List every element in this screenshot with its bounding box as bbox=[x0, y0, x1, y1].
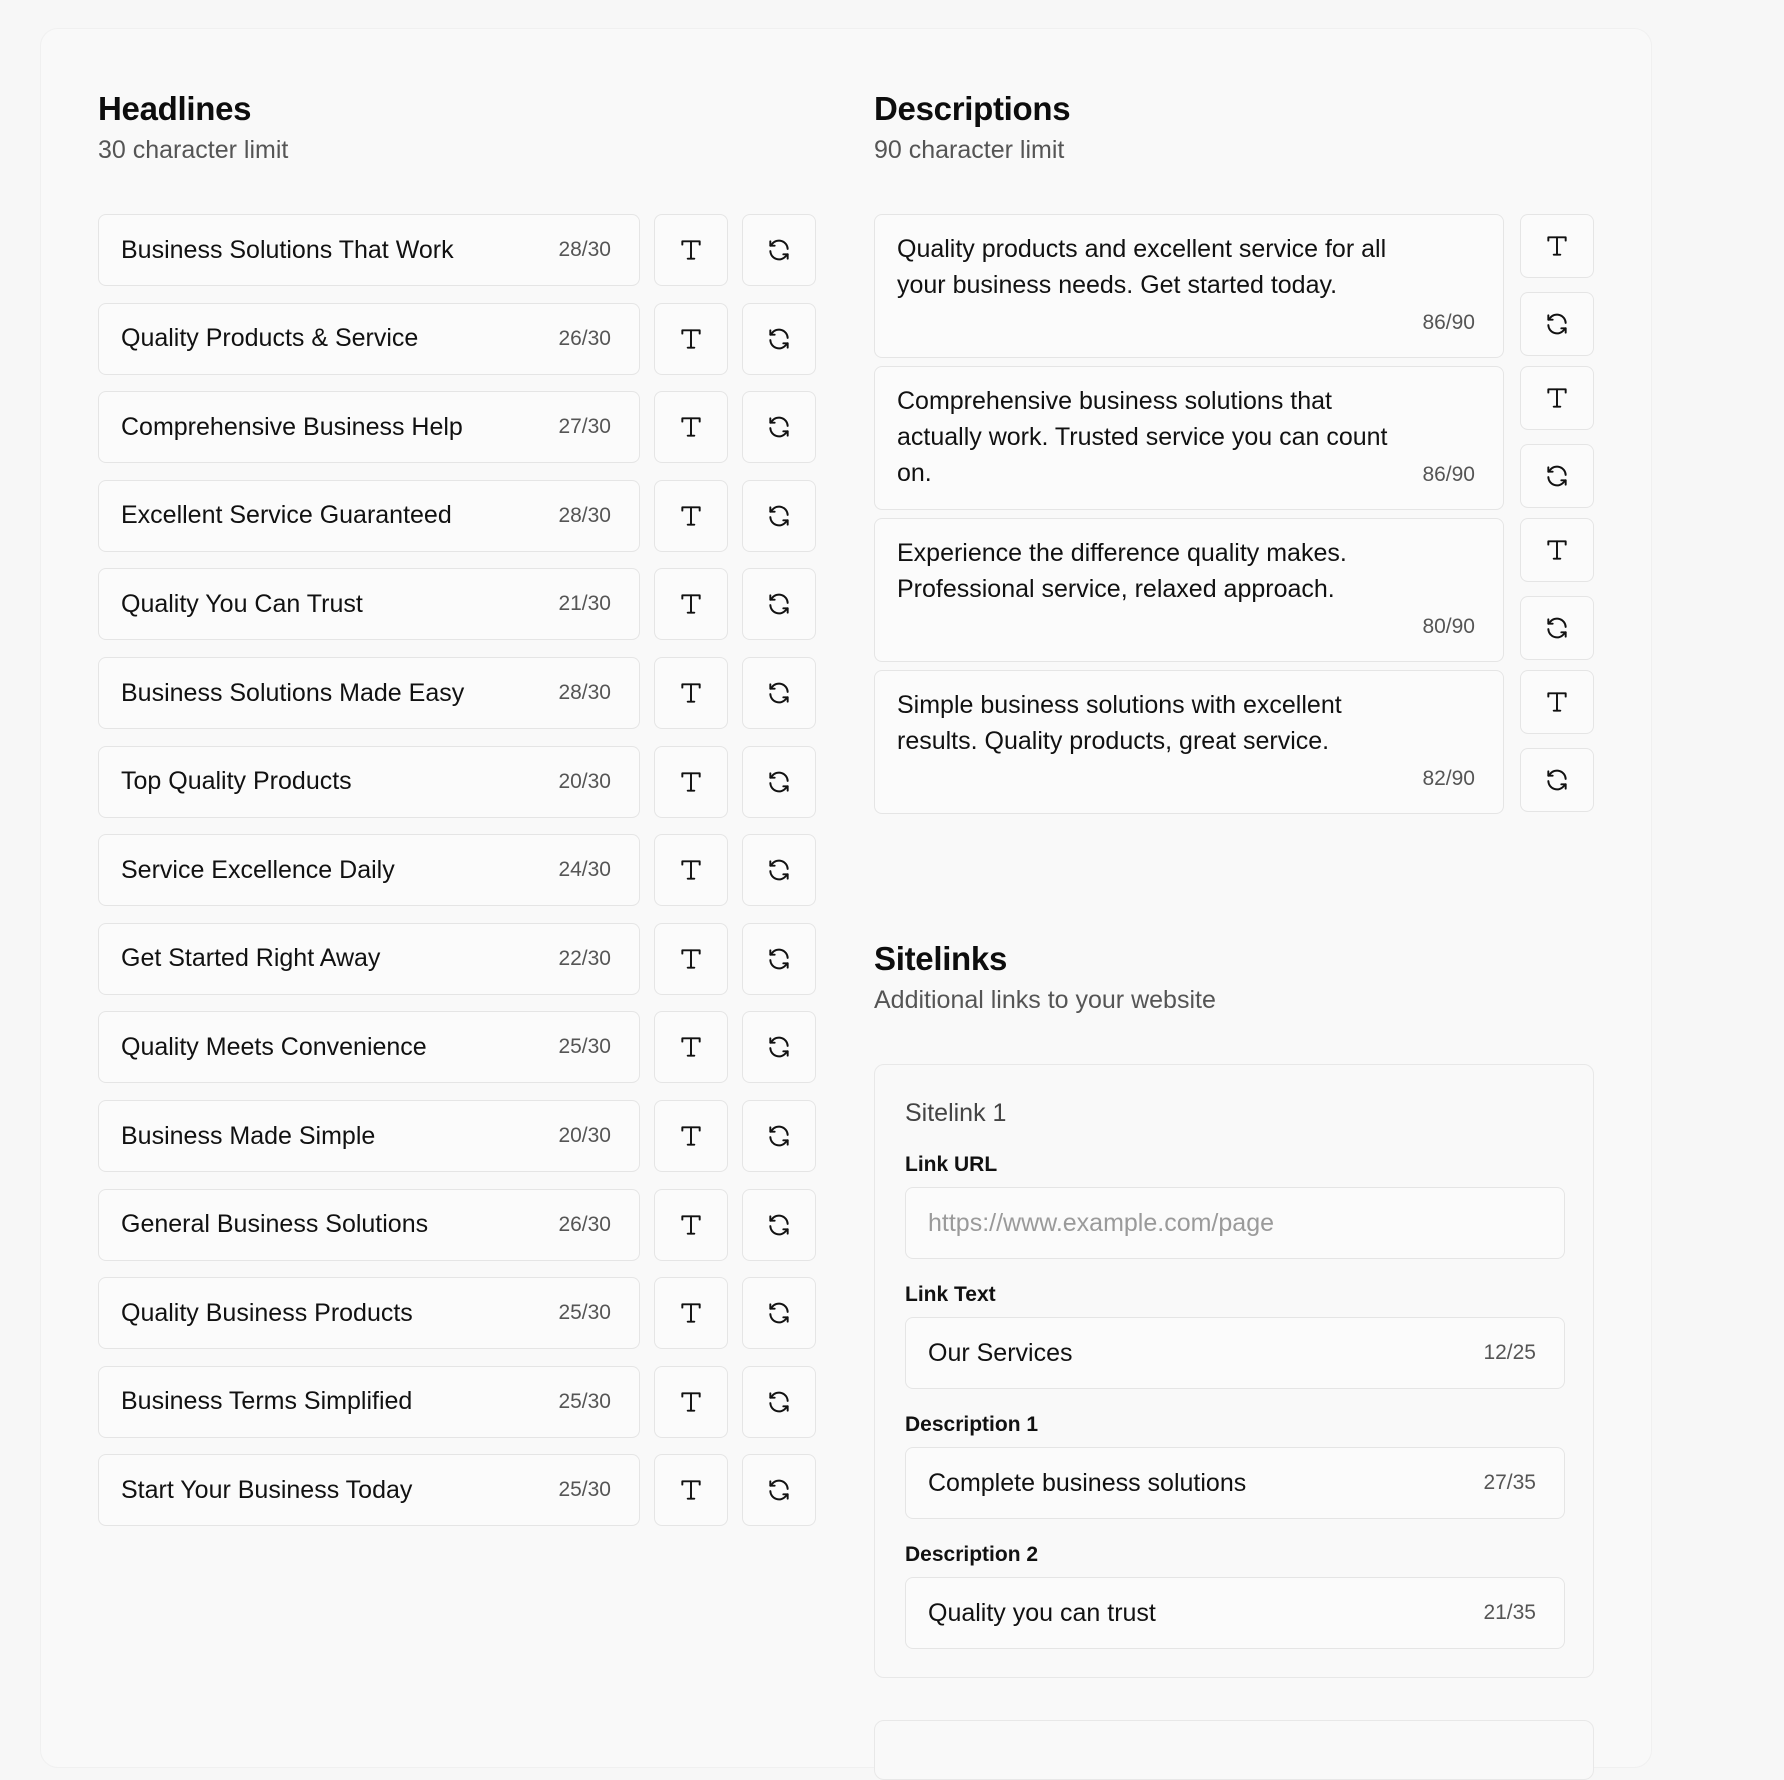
headline-text: Business Made Simple bbox=[121, 1121, 376, 1150]
headline-field[interactable] bbox=[98, 1011, 640, 1083]
regenerate-button[interactable] bbox=[742, 834, 816, 906]
refresh-icon bbox=[766, 946, 792, 972]
headline-counter: 26/30 bbox=[558, 326, 611, 350]
text-format-icon bbox=[678, 680, 704, 706]
headline-row bbox=[98, 214, 818, 286]
headline-field[interactable] bbox=[98, 923, 640, 995]
refresh-icon bbox=[1544, 767, 1570, 793]
headline-counter: 26/30 bbox=[558, 1212, 611, 1236]
headlines-title: Headlines bbox=[98, 90, 252, 127]
headline-text: Quality Products & Service bbox=[121, 324, 419, 353]
text-format-icon bbox=[678, 414, 704, 440]
refresh-icon bbox=[766, 680, 792, 706]
refresh-icon bbox=[766, 769, 792, 795]
format-text-button[interactable] bbox=[654, 391, 728, 463]
format-text-button[interactable] bbox=[654, 657, 728, 729]
description-text: Comprehensive business solutions that actually work. Trusted service you can count on. bbox=[897, 387, 1388, 487]
link-text-counter: 12/25 bbox=[1483, 1341, 1536, 1364]
description-field[interactable] bbox=[874, 366, 1504, 510]
headline-field[interactable] bbox=[98, 1454, 640, 1526]
headline-text: Business Terms Simplified bbox=[121, 1387, 413, 1416]
description-2-field[interactable] bbox=[905, 1577, 1565, 1649]
description-counter: 86/90 bbox=[1422, 463, 1475, 486]
format-text-button[interactable] bbox=[654, 1454, 728, 1526]
regenerate-button[interactable] bbox=[742, 1100, 816, 1172]
headline-counter: 28/30 bbox=[558, 238, 611, 261]
headline-row bbox=[98, 480, 818, 552]
headline-counter: 24/30 bbox=[558, 858, 611, 882]
headline-row bbox=[98, 923, 818, 995]
headline-field[interactable] bbox=[98, 1189, 640, 1261]
text-format-icon bbox=[678, 946, 704, 972]
regenerate-button[interactable] bbox=[742, 391, 816, 463]
text-format-icon bbox=[678, 591, 704, 617]
headline-row bbox=[98, 746, 818, 818]
sitelinks-section bbox=[874, 940, 1594, 1627]
regenerate-button[interactable] bbox=[1520, 292, 1594, 356]
refresh-icon bbox=[766, 1034, 792, 1060]
refresh-icon bbox=[766, 1212, 792, 1238]
link-url-label: Link URL bbox=[905, 1153, 998, 1176]
regenerate-button[interactable] bbox=[742, 214, 816, 286]
headline-field[interactable] bbox=[98, 1100, 640, 1172]
format-text-button[interactable] bbox=[1520, 366, 1594, 430]
headline-text: Comprehensive Business Help bbox=[121, 412, 463, 441]
description-1-field[interactable] bbox=[905, 1447, 1565, 1519]
headline-counter: 21/30 bbox=[558, 592, 611, 616]
link-url-input[interactable] bbox=[928, 1209, 1536, 1238]
refresh-icon bbox=[766, 237, 792, 263]
sitelink-card-next bbox=[874, 1720, 1594, 1780]
headline-field[interactable] bbox=[98, 834, 640, 906]
regenerate-button[interactable] bbox=[1520, 748, 1594, 812]
link-text-field[interactable] bbox=[905, 1317, 1565, 1389]
headline-row bbox=[98, 1011, 818, 1083]
description-1-counter: 27/35 bbox=[1483, 1471, 1536, 1494]
format-text-button[interactable] bbox=[654, 1277, 728, 1349]
headline-field[interactable] bbox=[98, 480, 640, 552]
regenerate-button[interactable] bbox=[742, 568, 816, 640]
headline-counter: 22/30 bbox=[558, 946, 611, 970]
headline-counter: 28/30 bbox=[558, 681, 611, 704]
link-text-value: Our Services bbox=[928, 1338, 1073, 1367]
headline-counter: 25/30 bbox=[558, 1389, 611, 1413]
headline-text: Quality Business Products bbox=[121, 1298, 413, 1327]
sitelinks-title: Sitelinks bbox=[874, 940, 1008, 977]
refresh-icon bbox=[766, 1300, 792, 1326]
format-text-button[interactable] bbox=[1520, 518, 1594, 582]
refresh-icon bbox=[1544, 463, 1570, 489]
description-2-label: Description 2 bbox=[905, 1543, 1039, 1566]
format-text-button[interactable] bbox=[654, 1366, 728, 1438]
regenerate-button[interactable] bbox=[742, 923, 816, 995]
description-counter: 82/90 bbox=[1422, 767, 1475, 790]
description-1-label: Description 1 bbox=[905, 1413, 1039, 1436]
description-counter: 80/90 bbox=[1422, 615, 1475, 638]
headlines-subtitle: 30 character limit bbox=[98, 136, 289, 164]
headline-counter: 28/30 bbox=[558, 503, 611, 527]
refresh-icon bbox=[766, 591, 792, 617]
headline-row bbox=[98, 1366, 818, 1438]
sitelink-card bbox=[874, 1064, 1594, 1678]
headline-text: Top Quality Products bbox=[121, 767, 352, 796]
regenerate-button[interactable] bbox=[742, 746, 816, 818]
refresh-icon bbox=[766, 857, 792, 883]
description-text: Quality products and excellent service for all your business needs. Get started today. bbox=[897, 235, 1387, 299]
format-text-button[interactable] bbox=[1520, 214, 1594, 278]
description-field[interactable] bbox=[874, 670, 1504, 814]
sitelink-card-title: Sitelink 1 bbox=[905, 1099, 1007, 1127]
text-format-icon bbox=[678, 769, 704, 795]
refresh-icon bbox=[1544, 615, 1570, 641]
sitelinks-subtitle: Additional links to your website bbox=[874, 986, 1216, 1014]
description-row bbox=[874, 518, 1594, 662]
headline-field[interactable] bbox=[98, 1366, 640, 1438]
refresh-icon bbox=[766, 326, 792, 352]
headline-field[interactable] bbox=[98, 746, 640, 818]
description-row bbox=[874, 214, 1594, 358]
headline-text: Business Solutions That Work bbox=[121, 235, 454, 264]
description-field[interactable] bbox=[874, 518, 1504, 662]
text-format-icon bbox=[678, 857, 704, 883]
headline-counter: 27/30 bbox=[558, 415, 611, 439]
refresh-icon bbox=[766, 1123, 792, 1149]
refresh-icon bbox=[1544, 311, 1570, 337]
format-text-button[interactable] bbox=[654, 746, 728, 818]
format-text-button[interactable] bbox=[654, 923, 728, 995]
format-text-button[interactable] bbox=[654, 568, 728, 640]
headline-text: Service Excellence Daily bbox=[121, 855, 395, 884]
headline-row bbox=[98, 834, 818, 906]
text-format-icon bbox=[678, 503, 704, 529]
description-text: Experience the difference quality makes. Professional service, relaxed approach. bbox=[897, 539, 1347, 603]
headline-row bbox=[98, 657, 818, 729]
format-text-button[interactable] bbox=[1520, 670, 1594, 734]
text-format-icon bbox=[678, 1477, 704, 1503]
text-format-icon bbox=[678, 326, 704, 352]
text-format-icon bbox=[678, 1034, 704, 1060]
regenerate-button[interactable] bbox=[742, 480, 816, 552]
descriptions-title: Descriptions bbox=[874, 90, 1071, 127]
headline-field[interactable] bbox=[98, 303, 640, 375]
format-text-button[interactable] bbox=[654, 834, 728, 906]
format-text-button[interactable] bbox=[654, 480, 728, 552]
refresh-icon bbox=[766, 1389, 792, 1415]
headline-text: Get Started Right Away bbox=[121, 944, 381, 973]
link-url-field bbox=[905, 1187, 1565, 1259]
headline-counter: 20/30 bbox=[558, 1124, 611, 1147]
description-row bbox=[874, 366, 1594, 510]
regenerate-button[interactable] bbox=[742, 1366, 816, 1438]
headline-row bbox=[98, 1454, 818, 1526]
regenerate-button[interactable] bbox=[742, 1189, 816, 1261]
text-format-icon bbox=[678, 1212, 704, 1238]
headline-counter: 25/30 bbox=[558, 1301, 611, 1325]
headline-row bbox=[98, 391, 818, 463]
description-2-value: Quality you can trust bbox=[928, 1598, 1156, 1627]
description-text: Simple business solutions with excellent results. Quality products, great service. bbox=[897, 691, 1342, 755]
description-2-counter: 21/35 bbox=[1483, 1601, 1536, 1624]
refresh-icon bbox=[766, 503, 792, 529]
headline-counter: 20/30 bbox=[558, 769, 611, 793]
headline-text: General Business Solutions bbox=[121, 1210, 429, 1239]
headline-text: Quality Meets Convenience bbox=[121, 1032, 427, 1061]
headline-counter: 25/30 bbox=[558, 1478, 611, 1502]
text-format-icon bbox=[678, 1389, 704, 1415]
description-1-value: Complete business solutions bbox=[928, 1468, 1247, 1497]
headline-row bbox=[98, 1277, 818, 1349]
descriptions-subtitle: 90 character limit bbox=[874, 136, 1065, 164]
text-format-icon bbox=[1544, 537, 1570, 563]
description-counter: 86/90 bbox=[1422, 311, 1475, 334]
regenerate-button[interactable] bbox=[742, 1011, 816, 1083]
headline-row bbox=[98, 1189, 818, 1261]
text-format-icon bbox=[678, 237, 704, 263]
headline-text: Quality You Can Trust bbox=[121, 589, 363, 618]
format-text-button[interactable] bbox=[654, 1189, 728, 1261]
headline-field[interactable] bbox=[98, 1277, 640, 1349]
headline-field[interactable] bbox=[98, 568, 640, 640]
format-text-button[interactable] bbox=[654, 1011, 728, 1083]
descriptions-section bbox=[874, 90, 1594, 790]
headline-row bbox=[98, 303, 818, 375]
text-format-icon bbox=[1544, 385, 1570, 411]
description-row bbox=[874, 670, 1594, 814]
regenerate-button[interactable] bbox=[742, 657, 816, 729]
headline-field[interactable] bbox=[98, 391, 640, 463]
headlines-section bbox=[98, 90, 818, 1504]
text-format-icon bbox=[678, 1123, 704, 1149]
regenerate-button[interactable] bbox=[742, 303, 816, 375]
headline-field[interactable] bbox=[98, 214, 640, 286]
headline-row bbox=[98, 1100, 818, 1172]
headline-text: Business Solutions Made Easy bbox=[121, 678, 465, 707]
text-format-icon bbox=[1544, 689, 1570, 715]
regenerate-button[interactable] bbox=[742, 1454, 816, 1526]
refresh-icon bbox=[766, 1477, 792, 1503]
text-format-icon bbox=[678, 1300, 704, 1326]
headline-text: Start Your Business Today bbox=[121, 1475, 413, 1504]
link-text-label: Link Text bbox=[905, 1283, 996, 1306]
format-text-button[interactable] bbox=[654, 303, 728, 375]
format-text-button[interactable] bbox=[654, 1100, 728, 1172]
headline-counter: 25/30 bbox=[558, 1035, 611, 1059]
headline-row bbox=[98, 568, 818, 640]
text-format-icon bbox=[1544, 233, 1570, 259]
description-field[interactable] bbox=[874, 214, 1504, 358]
regenerate-button[interactable] bbox=[742, 1277, 816, 1349]
regenerate-button[interactable] bbox=[1520, 444, 1594, 508]
refresh-icon bbox=[766, 414, 792, 440]
headline-field[interactable] bbox=[98, 657, 640, 729]
headline-text: Excellent Service Guaranteed bbox=[121, 501, 452, 530]
format-text-button[interactable] bbox=[654, 214, 728, 286]
regenerate-button[interactable] bbox=[1520, 596, 1594, 660]
